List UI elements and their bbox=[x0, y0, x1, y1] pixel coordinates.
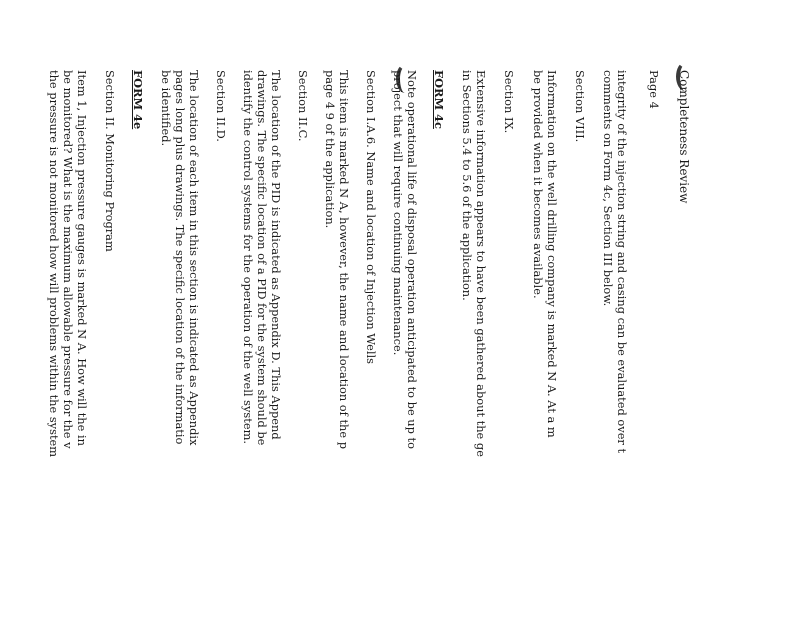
text-line: pages long plus drawings. The specific location of the informatio bbox=[173, 70, 187, 445]
text-line: project that will require continuing maintenance. bbox=[391, 70, 405, 356]
form-heading: FORM 4e bbox=[131, 70, 145, 130]
section-heading: Section I.A.6. Name and location of Injection Wells bbox=[364, 70, 378, 364]
form-heading: FORM 4c bbox=[432, 70, 446, 129]
text-line: Extensive information appears to have been gathered about the ge bbox=[474, 70, 488, 457]
text-line: The location of each item in this section is indicated as Appendix bbox=[187, 70, 201, 446]
text-line: Note operational life of disposal operation anticipated to be up to bbox=[405, 70, 419, 449]
page-label: Page 4 bbox=[647, 70, 661, 109]
text-line: identify the control systems for the operation of the well system. bbox=[241, 70, 255, 445]
text-line: This item is marked N A, however, the name and location of the p bbox=[337, 70, 351, 450]
text-line: Item 1, Injection pressure gauges is marked N A. How will the in bbox=[75, 70, 89, 446]
section-heading: Section II.C. bbox=[296, 70, 310, 142]
text-line: in Sections 5.4 to 5.6 of the application. bbox=[460, 70, 474, 301]
section-heading: Section VIII. bbox=[573, 70, 587, 143]
text-line: drawings. The specific location of a PID for the system should be bbox=[255, 70, 269, 446]
text-line: The location of the PID is indicated as Appendix D. This Append bbox=[269, 70, 283, 440]
text-line: be monitored? What is the maximum allowable pressure for the v bbox=[61, 70, 75, 449]
text-line: comments on Form 4c, Section III below. bbox=[601, 70, 615, 307]
section-heading: Section II.D. bbox=[214, 70, 228, 142]
text-line: be identified. bbox=[159, 70, 173, 147]
text-line: page 4 9 of the application. bbox=[323, 70, 337, 229]
section-heading: Section II. Monitoring Program bbox=[103, 70, 117, 252]
text-line: be provided when it becomes available. bbox=[531, 70, 545, 299]
text-line: the pressure is not monitored how will problems within the system bbox=[47, 70, 61, 458]
text-line: integrity of the injection string and casing can be evaluated over t bbox=[615, 70, 629, 454]
document-title: Completeness Review bbox=[677, 70, 691, 204]
rotated-text-block bbox=[47, 70, 691, 618]
text-line: Information on the well drilling company is marked N A. At a m bbox=[545, 70, 559, 438]
section-heading: Section IX. bbox=[502, 70, 516, 134]
